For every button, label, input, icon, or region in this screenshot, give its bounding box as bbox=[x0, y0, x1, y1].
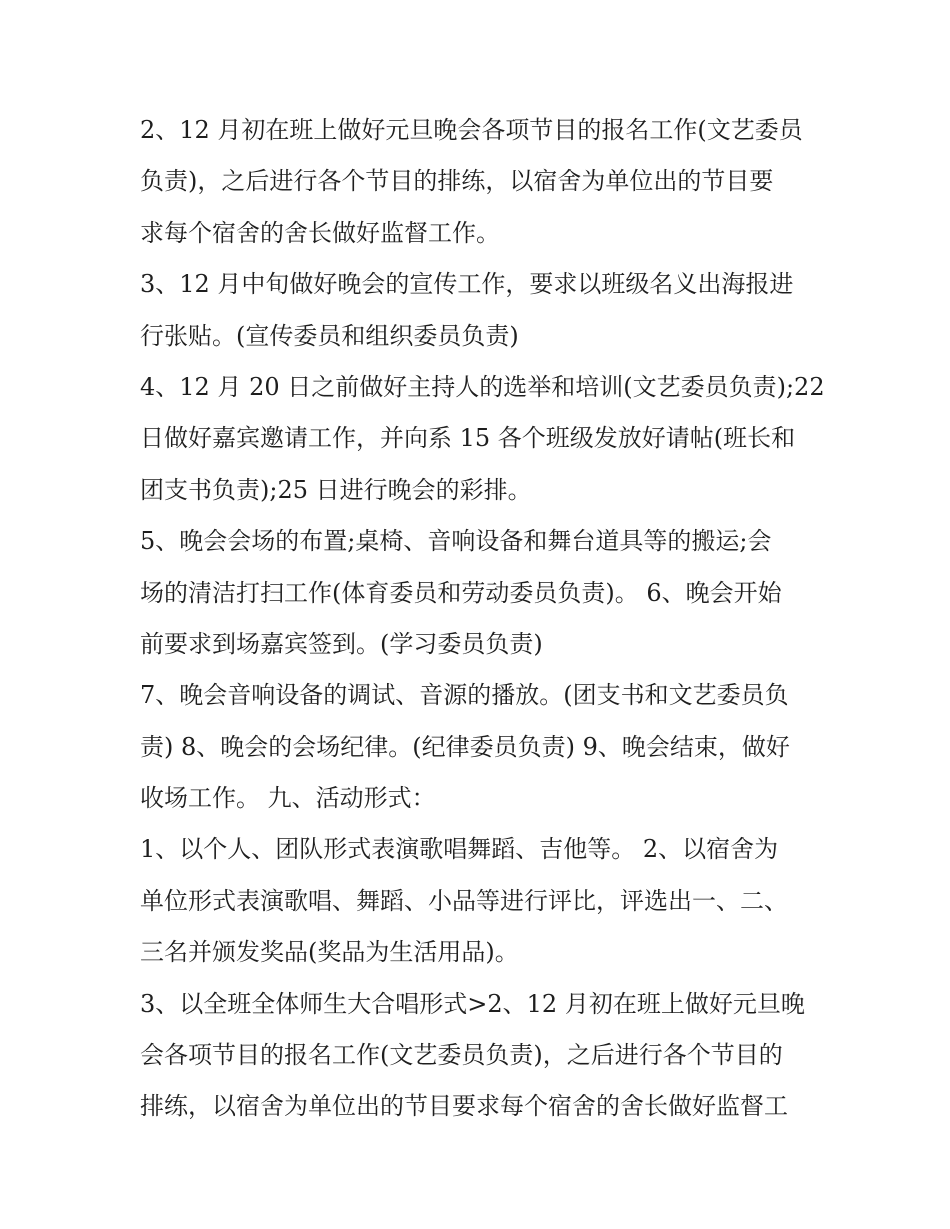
text-line: 7、晚会音响设备的调试、音源的播放。(团支书和文艺委员负 bbox=[140, 681, 789, 710]
text-line: 排练，以宿舍为单位出的节目要求每个宿舍的舍长做好监督工 bbox=[140, 1092, 788, 1121]
text-line: 团支书负责);25 日进行晚会的彩排。 bbox=[140, 475, 532, 504]
text-line: 行张贴。(宣传委员和组织委员负责) bbox=[140, 321, 519, 350]
text-line: 会各项节目的报名工作(文艺委员负责)，之后进行各个节目的 bbox=[140, 1041, 783, 1070]
text-line: 三名并颁发奖品(奖品为生活用品)。 bbox=[140, 938, 519, 967]
text-line: 单位形式表演歌唱、舞蹈、小品等进行评比，评选出一、二、 bbox=[140, 886, 788, 915]
text-line: 1、以个人、团队形式表演歌唱舞蹈、吉他等。 2、以宿舍为 bbox=[140, 835, 779, 864]
text-line: 2、12 月初在班上做好元旦晚会各项节目的报名工作(文艺委员 bbox=[140, 116, 803, 144]
text-line: 收场工作。 九、活动形式： bbox=[140, 784, 436, 813]
text-line: 4、12 月 20 日之前做好主持人的选举和培训(文艺委员负责);22 bbox=[140, 372, 825, 401]
text-line: 场的清洁打扫工作(体育委员和劳动委员负责)。 6、晚会开始 bbox=[140, 578, 782, 607]
text-line: 3、以全班全体师生大合唱形式>2、12 月初在班上做好元旦晚 bbox=[140, 989, 805, 1018]
text-line: 前要求到场嘉宾签到。(学习委员负责) bbox=[140, 629, 543, 658]
text-line: 5、晚会会场的布置;桌椅、音响设备和舞台道具等的搬运;会 bbox=[140, 527, 772, 556]
text-line: 负责)，之后进行各个节目的排练，以宿舍为单位出的节目要 bbox=[140, 167, 774, 196]
text-line: 3、12 月中旬做好晚会的宣传工作，要求以班级名义出海报进 bbox=[140, 270, 794, 299]
text-line: 求每个宿舍的舍长做好监督工作。 bbox=[140, 218, 500, 247]
text-line: 责) 8、晚会的会场纪律。(纪律委员负责) 9、晚会结束，做好 bbox=[140, 732, 790, 761]
body-text bbox=[140, 105, 825, 1133]
text-line: 日做好嘉宾邀请工作，并向系 15 各个班级发放好请帖(班长和 bbox=[140, 424, 796, 453]
